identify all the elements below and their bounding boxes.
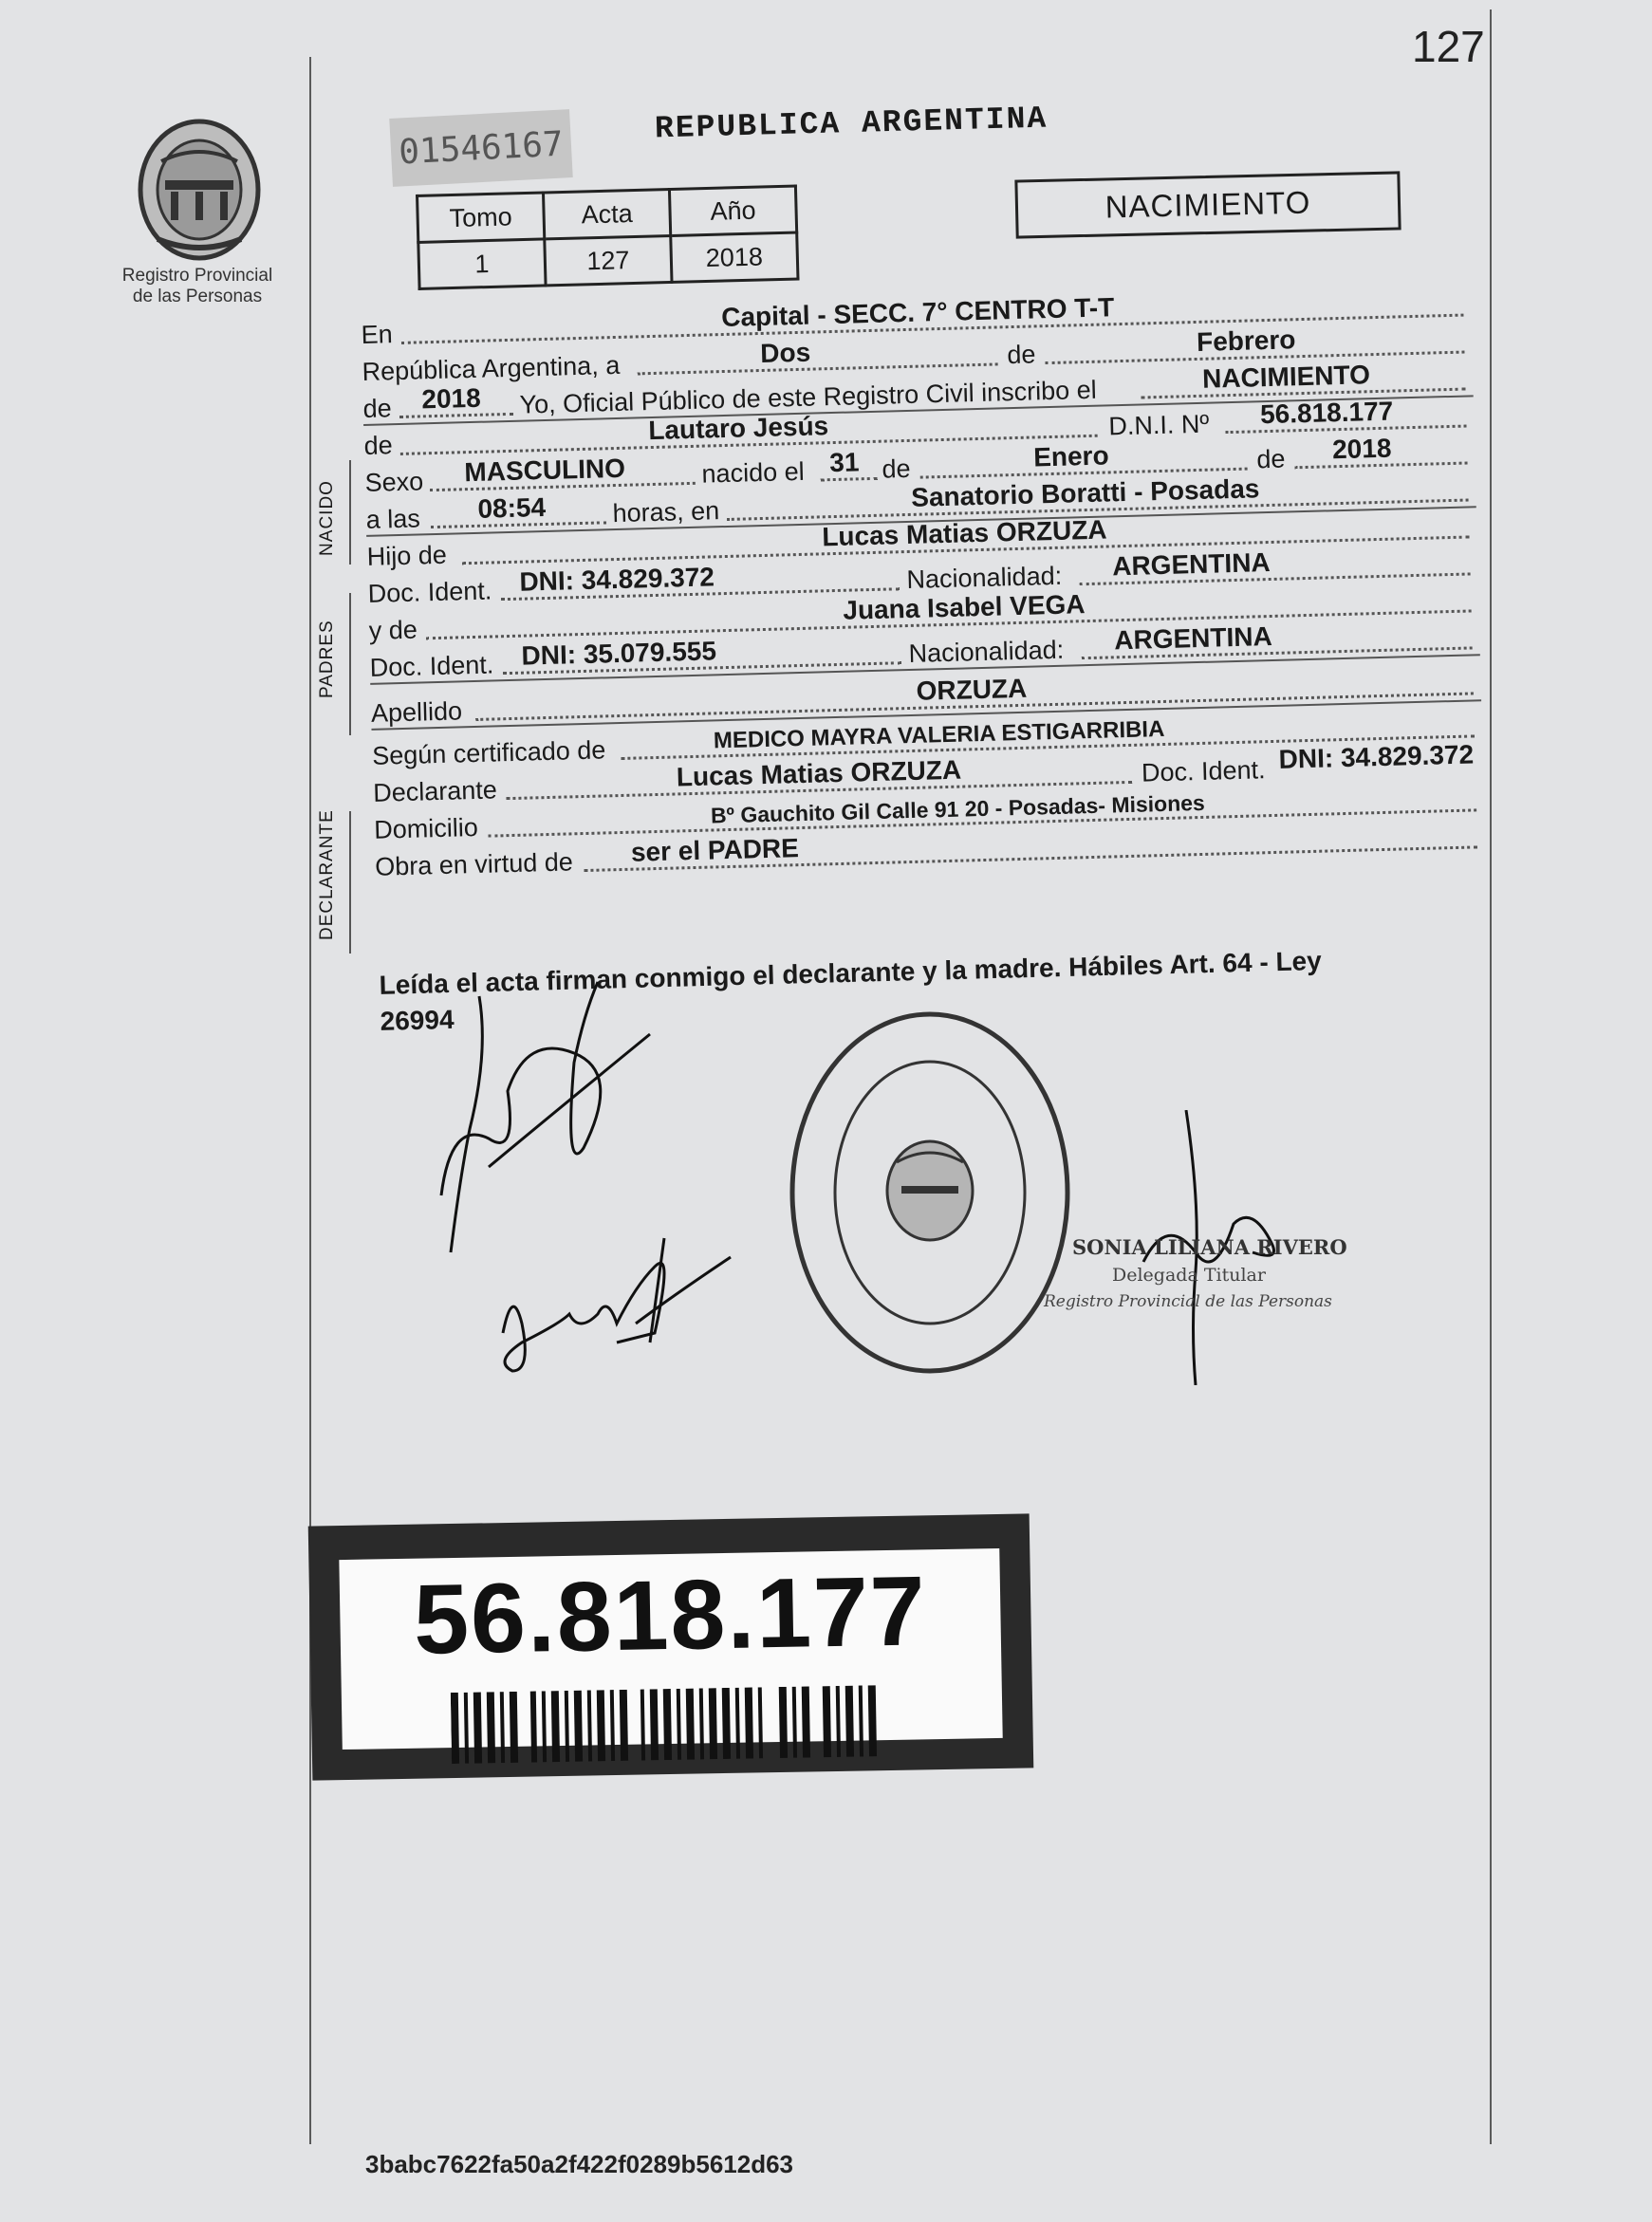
sticker-panel	[339, 1548, 1002, 1750]
certificate-value: MEDICO MAYRA VALERIA ESTIGARRIBIA	[713, 715, 1165, 754]
record-type-box: NACIMIENTO	[1014, 171, 1401, 238]
doc2-label: Doc. Ident.	[369, 650, 494, 682]
page-number: 127	[1412, 22, 1485, 71]
republica-label: República Argentina, a	[362, 350, 621, 386]
register-table	[416, 184, 800, 289]
declarante-bar	[349, 811, 351, 954]
nacido-side-label: NACIDO	[317, 480, 337, 556]
doc3-label: Doc. Ident.	[1141, 755, 1266, 787]
day-value: Dos	[759, 337, 811, 368]
obra-value: ser el PADRE	[630, 833, 800, 867]
right-margin-line	[1490, 9, 1492, 2144]
domicilio-value: Bº Gauchito Gil Calle 91 20 - Posadas- Misiones	[710, 789, 1206, 828]
father-nationality-value: ARGENTINA	[1111, 547, 1271, 582]
padres-side-label: PADRES	[317, 620, 337, 698]
sticker-number: 56.818.177	[413, 1556, 928, 1676]
sexo-value: MASCULINO	[464, 453, 626, 488]
birth-month-value: Enero	[1032, 440, 1109, 472]
tomo-value: 1	[418, 239, 546, 288]
acta-value: 127	[545, 235, 672, 285]
domicilio-label: Domicilio	[373, 812, 479, 844]
dni-label: D.N.I. Nº	[1108, 409, 1210, 441]
mother-signature-icon	[484, 1229, 740, 1380]
hijo-label: Hijo de	[366, 540, 448, 571]
sexo-label: Sexo	[364, 467, 424, 497]
anio-value: 2018	[671, 232, 798, 282]
registry-seal-icon	[788, 1010, 1072, 1376]
declarante-value: Lucas Matias ORZUZA	[676, 754, 962, 792]
anio-header: Año	[669, 186, 796, 235]
mother-doc-value: DNI: 35.079.555	[521, 636, 717, 671]
horas-label: horas, en	[612, 496, 720, 528]
tomo-header: Tomo	[418, 193, 545, 242]
caption-line-1: Registro Provincial	[121, 266, 273, 286]
mother-name-value: Juana Isabel VEGA	[842, 589, 1086, 625]
declarante-side-label: DECLARANTE	[317, 809, 337, 940]
left-margin-line	[309, 57, 311, 2144]
declarant-signature-icon	[432, 977, 659, 1262]
year-prefix-label: de	[362, 394, 393, 423]
father-name-value: Lucas Matias ORZUZA	[821, 514, 1107, 552]
birth-place-value: Sanatorio Boratti - Posadas	[910, 473, 1260, 512]
inscribo-text: Yo, Oficial Público de este Registro Civil inscribo el	[519, 375, 1098, 419]
nacido-label: nacido el	[701, 456, 806, 489]
acta-header: Acta	[543, 189, 670, 238]
nacido-bar	[349, 460, 351, 565]
apellido-label: Apellido	[370, 696, 463, 728]
dni-sticker	[308, 1513, 1034, 1780]
closing-line-1: Leída el acta firman conmigo el declarante y la madre. Hábiles Art. 64 - Ley	[379, 945, 1323, 1000]
de2-label: de	[363, 431, 394, 460]
nac2-label: Nacionalidad:	[908, 635, 1065, 668]
yde-label: y de	[368, 615, 418, 645]
de4-label: de	[1255, 444, 1286, 474]
serial-stamp: 01546167	[389, 109, 573, 187]
document-hash: 3babc7622fa50a2f422f0289b5612d63	[365, 2150, 794, 2178]
apellido-value: ORZUZA	[916, 673, 1028, 706]
registry-caption	[112, 266, 283, 307]
time-value: 08:54	[477, 491, 547, 524]
caption-line-2: de las Personas	[132, 287, 263, 306]
declarante-label: Declarante	[372, 775, 498, 807]
barcode-icon	[451, 1685, 888, 1764]
province-coat-of-arms-icon	[133, 114, 266, 266]
father-doc-value: DNI: 34.829.372	[519, 562, 715, 597]
segun-label: Según certificado de	[371, 735, 606, 770]
obra-label: Obra en virtud de	[374, 847, 574, 881]
de3-label: de	[882, 454, 911, 484]
doc1-label: Doc. Ident.	[367, 576, 492, 608]
en-label: En	[361, 320, 394, 349]
closing-line-2: 26994	[380, 1004, 455, 1036]
mother-nationality-value: ARGENTINA	[1113, 620, 1273, 656]
padres-bar	[349, 593, 351, 735]
birth-record-form	[361, 285, 1480, 882]
de-label: de	[1006, 340, 1036, 370]
official-organization: Registro Provincial de las Personas	[1044, 1292, 1332, 1311]
nac1-label: Nacionalidad:	[906, 561, 1063, 595]
official-title: Delegada Titular	[1112, 1265, 1266, 1286]
declarante-doc-value: DNI: 34.829.372	[1278, 739, 1475, 774]
dni-value: 56.818.177	[1259, 396, 1394, 430]
child-name-value: Lautaro Jesús	[647, 411, 829, 446]
en-value: Capital - SECC. 7° CENTRO T-T	[720, 292, 1115, 333]
alas-label: a las	[365, 504, 421, 534]
month-value: Febrero	[1196, 324, 1296, 357]
year-value: 2018	[420, 382, 482, 415]
inscribo-value: NACIMIENTO	[1201, 360, 1371, 394]
official-name: SONIA LILIANA RIVERO	[1072, 1235, 1347, 1259]
birth-day-value: 31	[828, 447, 860, 478]
birth-year-value: 2018	[1331, 433, 1392, 465]
document-title: REPUBLICA ARGENTINA	[654, 101, 1049, 147]
